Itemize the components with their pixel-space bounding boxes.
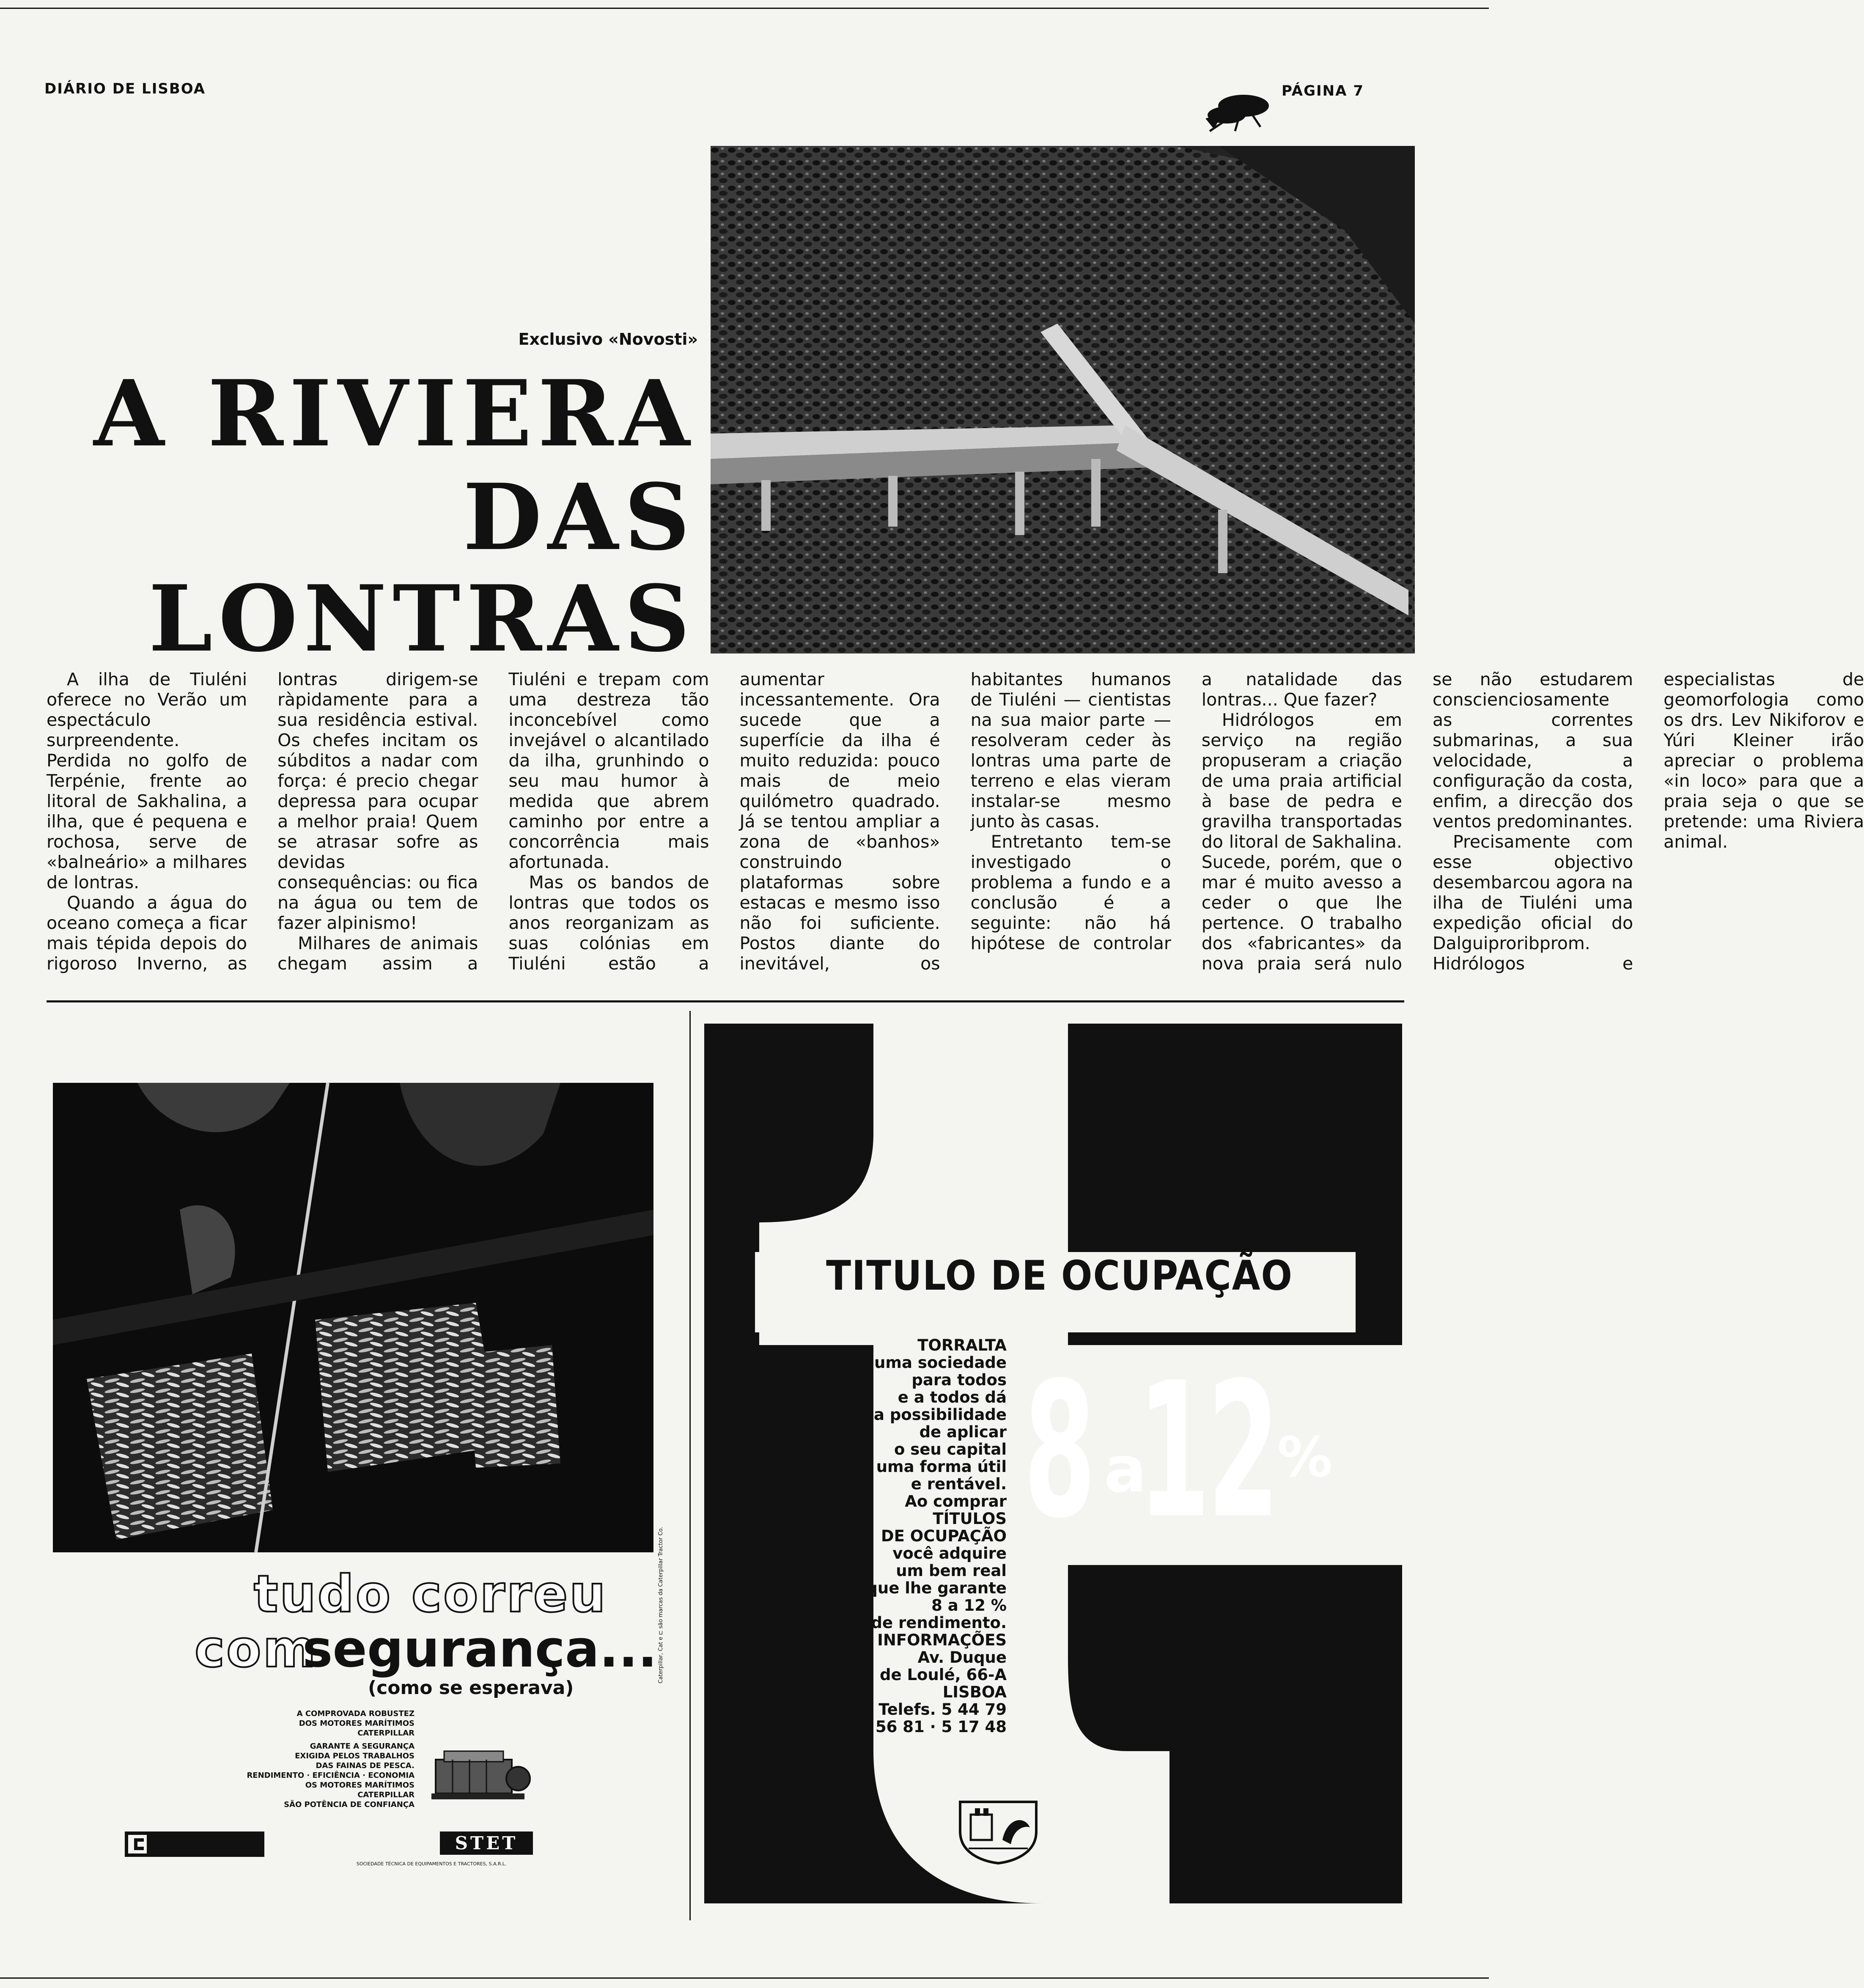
- fishing-boat-photo: [53, 1083, 653, 1552]
- rate-high: 12: [1138, 1343, 1277, 1559]
- spec-line: DOS MOTORES MARÍTIMOS: [299, 1719, 415, 1728]
- ad-line: é uma sociedade: [858, 1354, 1007, 1372]
- ad-line: e rentável.: [911, 1475, 1007, 1493]
- headline-line-3: LONTRAS: [148, 565, 696, 672]
- slogan-line-2-outline: com: [195, 1620, 318, 1679]
- ad-line: 55 56 81 · 5 17 48: [848, 1718, 1007, 1736]
- slogan-line-1: tudo correu: [254, 1565, 607, 1624]
- ad-line: de rendimento.: [871, 1614, 1007, 1632]
- spec-line: SÃO POTÊNCIA DE CONFIANÇA: [284, 1800, 415, 1809]
- headline-line-1: A RIVIERA: [93, 360, 696, 467]
- spec-line: CATERPILLAR: [357, 1729, 415, 1738]
- ad-line: DE OCUPAÇÃO: [881, 1527, 1007, 1545]
- article-body: [47, 669, 1864, 986]
- torralta-emblem-icon: [952, 1793, 1045, 1865]
- spec-line: A COMPROVADA ROBUSTEZ: [296, 1709, 415, 1718]
- ad-line: a possibilidade: [873, 1406, 1007, 1424]
- ad-line: INFORMAÇÕES: [877, 1631, 1007, 1649]
- ad-line: um bem real: [896, 1562, 1007, 1580]
- ad-line: Telefs. 5 44 79: [878, 1700, 1007, 1719]
- rate-unit: %: [1277, 1425, 1333, 1489]
- ad-line: LISBOA: [942, 1683, 1007, 1701]
- ad-line: Ao comprar: [905, 1492, 1007, 1510]
- engine-spec-text: [237, 1709, 415, 1810]
- ad-line: para todos: [911, 1371, 1007, 1389]
- ad-line: Av. Duque: [917, 1648, 1007, 1667]
- rate-low: 8: [1024, 1343, 1096, 1559]
- spec-line: OS MOTORES MARÍTIMOS: [305, 1781, 415, 1790]
- stet-footer: SOCIEDADE TÉCNICA DE EQUIPAMENTOS E TRACTORES, S.A.R.L.: [356, 1861, 507, 1867]
- article-paragraph: Precisamente com esse objectivo desembarcou agora na ilha de Tiuléni uma expedição oficial do Dalguiproribprom. Hidrólogos e especialistas de geomorfologia como os drs. Lev Nikiforov e Yúri Kleiner irão apreciar o problema «in loco» para que a praia seja o que se pretende: uma Riviera animal.: [1432, 669, 1864, 974]
- top-border-rule: [0, 8, 1489, 9]
- ad-title: TITULO DE OCUPAÇÃO: [826, 1252, 1293, 1299]
- ad-line: de uma forma útil: [849, 1458, 1007, 1476]
- trademark-credit: Caterpillar, Cat e ⊏ são marcas da Caterpillar Tractor Co.: [658, 1527, 664, 1683]
- spec-line: DAS FAINAS DE PESCA.: [316, 1761, 415, 1770]
- slogan-line-3: (como se esperava): [368, 1677, 574, 1699]
- bottom-border-rule: [0, 1977, 1489, 1979]
- rate-connector: a: [1104, 1433, 1147, 1507]
- article-paragraph: Mas os bandos de lontras que todos os anos reorganizam as suas colónias em Tiuléni estão a aumentar incessantemente. Ora sucede que a superfície da ilha é muito reduzida: pouco mais de meio quilómetro quadrado. Já se tentou ampliar a zona de «banhos» construindo plataformas sobre estacas e mesmo isso não foi suficiente. Postos diante do inevitável, os habitantes humanos de Tiuléni — cientistas na sua maior parte — resolveram ceder às lontras uma parte de terreno e elas vieram instalar-se mesmo junto às casas.: [508, 669, 1171, 974]
- spec-line: RENDIMENTO · EFICIÊNCIA · ECONOMIA: [247, 1771, 415, 1780]
- ad-column-divider: [689, 1011, 691, 1920]
- marine-engine-icon: [427, 1743, 533, 1806]
- ad-line: você adquire: [892, 1544, 1007, 1562]
- kicker: Exclusivo «Novosti»: [518, 330, 698, 349]
- ad-line: 8 a 12 %: [931, 1596, 1007, 1615]
- otter-colony-photo: [711, 146, 1415, 654]
- article-paragraph: Hidrólogos em serviço na região propuseram a criação de uma praia artificial à base de pedra e gravilha transportadas do litoral de Sakhalina. Sucede, porém, que o mar é muito avesso a ceder o que lhe pertence. O trabalho dos «fabricantes» da nova praia será nulo se não estudarem conscienciosamente as correntes submarinas, a sua velocidade, a configuração da costa, enfim, a direcção dos ventos predominantes.: [1201, 669, 1633, 974]
- article-paragraph: A ilha de Tiuléni oferece no Verão um espectáculo surpreendente. Perdida no golfo de Terpénie, frente ao litoral de Sakhalina, a ilha, que é pequena e rochosa, serve de «balneário» a milhares de lontras.: [47, 669, 247, 892]
- page-number: PÁGINA 7: [1282, 82, 1364, 99]
- ad-line: que lhe garante: [866, 1579, 1007, 1597]
- ad-line: o seu capital: [894, 1440, 1007, 1458]
- article-paragraph: Quando a água do oceano começa a ficar mais tépida depois do rigoroso Inverno, as lontras dirigem-se ràpidamente para a sua residência estival. Os chefes incitam os súbditos a nadar com força: é precio chegar depressa para ocupar a melhor praia! Quem se atrasar sofre as devidas consequências: ou fica na água ou tem de fazer alpinismo!: [47, 669, 478, 974]
- ad-line: de aplicar: [919, 1423, 1007, 1441]
- spec-line: CATERPILLAR: [357, 1790, 415, 1799]
- spec-line: EXIGIDA PELOS TRABALHOS: [295, 1752, 415, 1760]
- ad-line: TORRALTA: [917, 1336, 1007, 1354]
- section-divider: [47, 1000, 1404, 1002]
- slogan-line-2-bold: segurança...: [302, 1620, 657, 1679]
- ad-line: e a todos dá: [898, 1388, 1007, 1406]
- stet-logo: STET: [440, 1831, 533, 1855]
- ad-line: TÍTULOS: [933, 1510, 1007, 1528]
- headline-line-2: DAS: [463, 464, 696, 571]
- caterpillar-logo-icon: [125, 1831, 264, 1857]
- article-paragraph: Milhares de animais chegam assim a Tiuléni e trepam com uma destreza tão inconcebível como invejável o alcantilado da ilha, grunhindo o seu mau humor à medida que abrem caminho por entre a concorrência mais afortunada.: [277, 669, 709, 974]
- torralta-ad-text: [846, 1337, 1007, 1735]
- spec-line: GARANTE A SEGURANÇA: [310, 1742, 415, 1751]
- article-paragraph: Entretanto tem-se investigado o problema a fundo e a conclusão é a seguinte: não há hipótese de controlar a natalidade das lontras... Que fazer?: [970, 669, 1402, 953]
- ad-line: de Loulé, 66-A: [880, 1666, 1007, 1684]
- masthead: DIÁRIO DE LISBOA: [44, 80, 206, 97]
- fly-icon: [1197, 89, 1275, 135]
